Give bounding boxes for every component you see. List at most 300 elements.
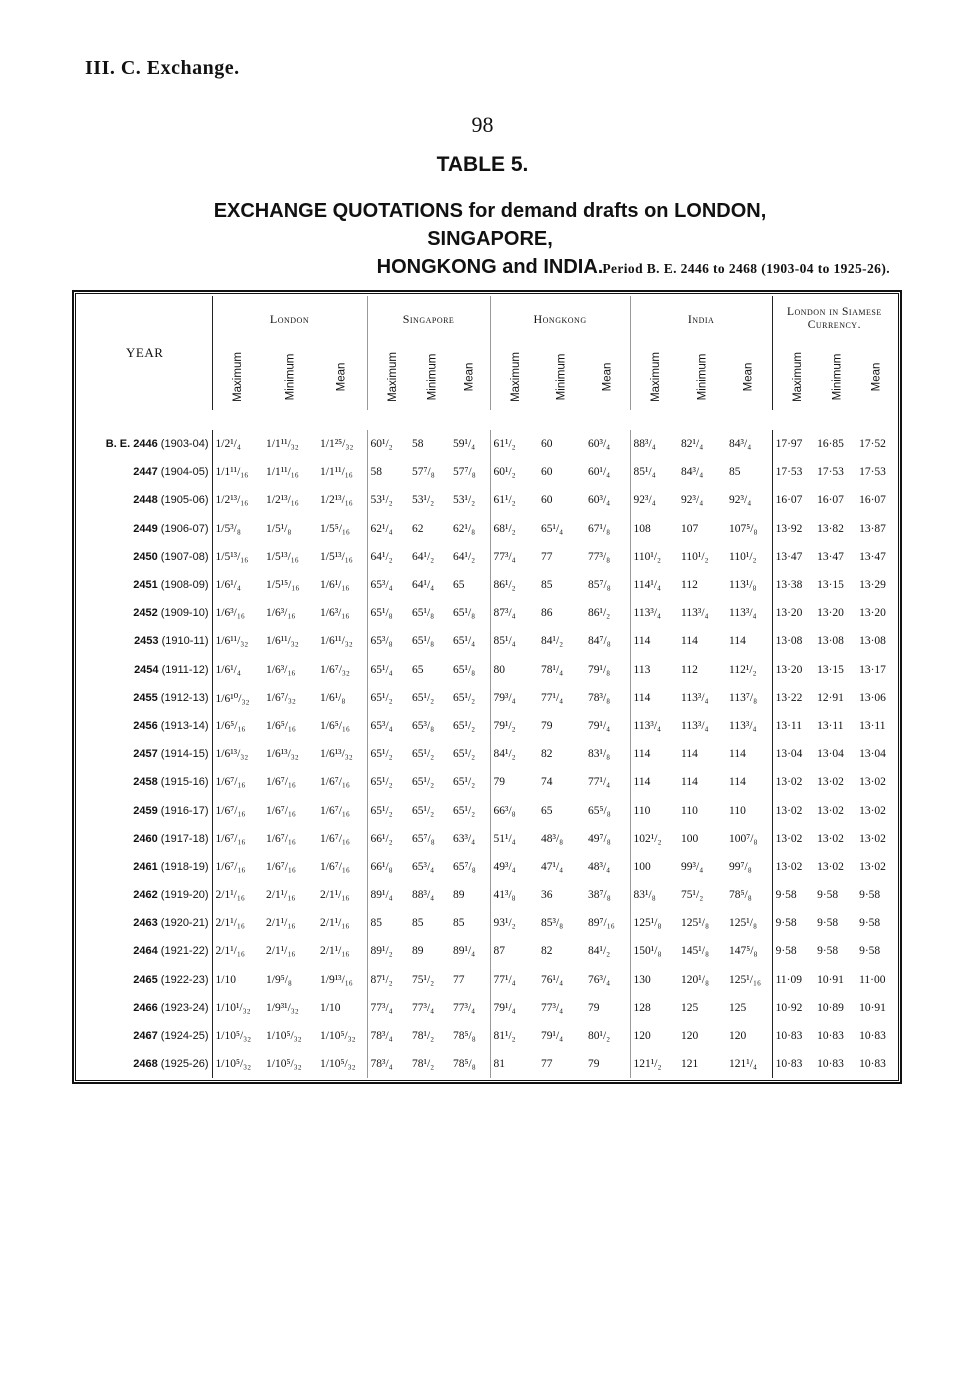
value-cell-london-mean: 1/5⁵/₁₆ [320, 522, 350, 535]
value-cell-hongkong-maximum: 61¹/₂ [490, 430, 538, 458]
value-cell-india-maximum: 114 [630, 627, 678, 655]
value-cell-london-siamese-mean: 17·52 [859, 438, 886, 451]
buddhist-era-year: 2463 [133, 917, 158, 930]
table-row [78, 599, 896, 627]
value-cell-india-mean: 114 [729, 748, 746, 761]
value-cell-london-minimum: 1/5¹³/₁₆ [266, 550, 299, 563]
value-cell-hongkong-minimum: 47¹/₄ [541, 860, 564, 873]
value-cell-singapore-minimum: 65¹/₂ [412, 776, 435, 789]
value-cell-singapore-minimum: 62 [412, 522, 424, 535]
value-cell-singapore-maximum: 65¹/₂ [367, 796, 409, 824]
table-row [78, 825, 896, 853]
value-cell-hongkong-mean: 60¹/₄ [588, 466, 611, 479]
value-cell-india-maximum: 113³/₄ [630, 712, 678, 740]
value-cell-london-siamese-mean: 9·58 [859, 889, 881, 902]
value-cell-hongkong-maximum: 66³/₈ [490, 796, 538, 824]
year-cell [78, 515, 212, 543]
value-cell-singapore-minimum: 78¹/₂ [412, 1058, 435, 1071]
value-cell-hongkong-mean: 77¹/₄ [588, 776, 611, 789]
value-cell-london-minimum: 1/6¹¹/₃₂ [266, 635, 299, 648]
subheader-london-siamese-maximum [772, 342, 814, 410]
value-cell-london-siamese-maximum: 13·04 [772, 740, 814, 768]
value-cell-singapore-maximum: 65³/₈ [367, 627, 409, 655]
gregorian-year-range: (1919-20) [160, 889, 209, 902]
value-cell-london-siamese-maximum: 9·58 [772, 881, 814, 909]
buddhist-era-year: 2454 [134, 663, 159, 676]
value-cell-india-minimum: 113³/₄ [681, 607, 709, 620]
value-cell-india-mean: 125¹/₁₆ [729, 973, 761, 986]
value-cell-london-mean: 2/1¹/₁₆ [320, 889, 350, 902]
value-cell-london-minimum: 1/6³/₁₆ [266, 663, 296, 676]
value-cell-london-maximum: 1/5¹³/₁₆ [212, 543, 263, 571]
value-cell-london-maximum: 2/1¹/₁₆ [212, 937, 263, 965]
buddhist-era-year: 2461 [133, 860, 158, 873]
value-cell-london-mean: 1/6¹³/₃₂ [320, 748, 353, 761]
value-cell-singapore-mean: 77³/₄ [453, 1001, 476, 1014]
buddhist-era-year: 2464 [133, 945, 158, 958]
value-cell-london-siamese-maximum: 13·11 [772, 712, 814, 740]
value-cell-hongkong-mean: 79¹/₄ [588, 719, 611, 732]
table-row [78, 486, 896, 514]
value-cell-singapore-mean: 65¹/₂ [453, 748, 476, 761]
value-cell-london-siamese-mean: 13·02 [859, 776, 886, 789]
value-cell-london-siamese-mean: 13·02 [859, 832, 886, 845]
value-cell-london-maximum: 1/2¹/₄ [212, 430, 263, 458]
value-cell-london-minimum: 1/10⁵/₃₂ [266, 1058, 302, 1071]
value-cell-london-minimum: 1/1¹¹/₁₆ [266, 466, 299, 479]
subheader-london-siamese-minimum [814, 342, 856, 410]
value-cell-singapore-mean: 65¹/₂ [453, 804, 476, 817]
value-cell-hongkong-minimum: 85³/₈ [541, 917, 564, 930]
value-cell-singapore-mean: 78⁵/₈ [453, 1058, 476, 1071]
buddhist-era-year: B. E. 2446 [105, 438, 158, 451]
value-cell-hongkong-maximum: 87³/₄ [490, 599, 538, 627]
value-cell-india-minimum: 125¹/₈ [681, 917, 709, 930]
value-cell-india-mean: 125¹/₈ [729, 917, 757, 930]
value-cell-singapore-minimum: 65⁷/₈ [412, 832, 435, 845]
value-cell-hongkong-minimum: 84¹/₂ [541, 635, 564, 648]
table-title: TABLE 5. [436, 153, 529, 176]
value-cell-london-mean: 1/6⁵/₁₆ [320, 719, 350, 732]
value-cell-singapore-maximum: 60¹/₂ [367, 430, 409, 458]
value-cell-hongkong-maximum: 79 [490, 768, 538, 796]
value-cell-singapore-mean: 89¹/₄ [453, 945, 476, 958]
subheader-hongkong-maximum [490, 342, 538, 410]
value-cell-london-mean: 1/1²⁵/₃₂ [320, 438, 354, 451]
year-cell [78, 430, 212, 458]
value-cell-singapore-maximum: 66¹/₂ [367, 825, 409, 853]
value-cell-london-minimum: 1/9⁵/₈ [266, 973, 292, 986]
value-cell-singapore-minimum: 64¹/₄ [412, 579, 435, 592]
value-cell-london-siamese-minimum: 10·83 [817, 1058, 844, 1071]
value-cell-london-siamese-mean: 13·11 [859, 719, 886, 732]
value-cell-singapore-mean: 85 [453, 917, 465, 930]
gregorian-year-range: (1910-11) [161, 635, 209, 648]
value-cell-london-siamese-maximum: 17·97 [772, 430, 814, 458]
gregorian-year-range: (1921-22) [160, 945, 209, 958]
value-cell-singapore-minimum: 65 [412, 663, 424, 676]
subheader-label: Mean [335, 362, 348, 392]
value-cell-london-maximum: 1/6¹³/₃₂ [212, 740, 263, 768]
value-cell-hongkong-mean: 89⁷/₁₆ [588, 917, 615, 930]
value-cell-india-minimum: 92³/₄ [681, 494, 704, 507]
value-cell-hongkong-minimum: 79 [541, 719, 553, 732]
value-cell-london-mean: 1/2¹³/₁₆ [320, 494, 353, 507]
value-cell-london-siamese-minimum: 9·58 [817, 889, 839, 902]
value-cell-london-siamese-maximum: 13·02 [772, 825, 814, 853]
value-cell-hongkong-maximum: 87 [490, 937, 538, 965]
value-cell-india-maximum: 121¹/₂ [630, 1050, 678, 1078]
subheader-label: Mean [870, 362, 883, 392]
value-cell-hongkong-maximum: 77¹/₄ [490, 966, 538, 994]
value-cell-singapore-mean: 77 [453, 973, 465, 986]
value-cell-london-siamese-mean: 13·02 [859, 860, 886, 873]
value-cell-london-mean: 1/6¹¹/₃₂ [320, 635, 353, 648]
gregorian-year-range: (1903-04) [160, 438, 209, 451]
subheader-label: Maximum [791, 352, 804, 402]
value-cell-hongkong-maximum: 79¹/₄ [490, 994, 538, 1022]
value-cell-london-siamese-mean: 9·58 [859, 917, 881, 930]
value-cell-hongkong-mean: 60³/₄ [588, 494, 611, 507]
value-cell-london-siamese-maximum: 13·22 [772, 684, 814, 712]
value-cell-london-maximum: 1/6³/₁₆ [212, 599, 263, 627]
value-cell-london-minimum: 1/6⁵/₁₆ [266, 719, 296, 732]
year-cell [78, 740, 212, 768]
value-cell-hongkong-minimum: 78¹/₄ [541, 663, 564, 676]
value-cell-london-minimum: 1/2¹³/₁₆ [266, 494, 299, 507]
year-cell [78, 937, 212, 965]
value-cell-london-siamese-minimum: 16·07 [817, 494, 844, 507]
value-cell-london-siamese-mean: 9·58 [859, 945, 881, 958]
value-cell-london-siamese-mean: 11·00 [859, 973, 886, 986]
value-cell-singapore-minimum: 75¹/₂ [412, 973, 435, 986]
value-cell-london-maximum: 1/2¹³/₁₆ [212, 486, 263, 514]
value-cell-hongkong-mean: 79 [588, 1001, 600, 1014]
value-cell-london-siamese-minimum: 16·85 [817, 438, 844, 451]
value-cell-singapore-mean: 89 [453, 889, 465, 902]
table-row [78, 994, 896, 1022]
value-cell-india-maximum: 120 [630, 1022, 678, 1050]
value-cell-hongkong-maximum: 79¹/₂ [490, 712, 538, 740]
value-cell-india-minimum: 99³/₄ [681, 860, 704, 873]
value-cell-london-mean: 1/10 [320, 1001, 341, 1014]
table-row [78, 430, 896, 458]
gregorian-year-range: (1914-15) [160, 748, 209, 761]
value-cell-london-minimum: 2/1¹/₁₆ [266, 917, 296, 930]
value-cell-hongkong-maximum: 93¹/₂ [490, 909, 538, 937]
value-cell-singapore-mean: 53¹/₂ [453, 494, 476, 507]
value-cell-london-siamese-maximum: 9·58 [772, 937, 814, 965]
value-cell-london-siamese-minimum: 13·02 [817, 804, 844, 817]
value-cell-london-maximum: 1/6⁷/₁₆ [212, 768, 263, 796]
value-cell-singapore-maximum: 65¹/₈ [367, 599, 409, 627]
subheader-label: Minimum [426, 353, 439, 401]
buddhist-era-year: 2457 [133, 748, 158, 761]
value-cell-singapore-minimum: 64¹/₂ [412, 550, 435, 563]
subheader-label: Minimum [696, 353, 709, 401]
value-cell-hongkong-minimum: 77¹/₄ [541, 691, 564, 704]
value-cell-hongkong-mean: 78³/₈ [588, 691, 611, 704]
year-cell [78, 768, 212, 796]
buddhist-era-year: 2467 [133, 1030, 158, 1043]
value-cell-hongkong-maximum: 80 [490, 656, 538, 684]
value-cell-london-maximum: 1/6⁵/₁₆ [212, 712, 263, 740]
value-cell-london-minimum: 1/6⁷/₁₆ [266, 776, 296, 789]
value-cell-london-siamese-maximum: 13·92 [772, 515, 814, 543]
value-cell-hongkong-mean: 67¹/₈ [588, 522, 611, 535]
value-cell-india-maximum: 114¹/₄ [630, 571, 678, 599]
value-cell-india-maximum: 110 [630, 796, 678, 824]
value-cell-india-maximum: 88³/₄ [630, 430, 678, 458]
value-cell-london-siamese-minimum: 10·89 [817, 1001, 844, 1014]
table-row [78, 515, 896, 543]
buddhist-era-year: 2458 [133, 776, 158, 789]
value-cell-india-minimum: 114 [681, 776, 698, 789]
value-cell-london-minimum: 1/9³¹/₃₂ [266, 1001, 299, 1014]
value-cell-india-mean: 113¹/₈ [729, 579, 757, 592]
buddhist-era-year: 2453 [134, 635, 159, 648]
value-cell-london-minimum: 1/6⁷/₁₆ [266, 832, 296, 845]
value-cell-india-mean: 110 [729, 804, 746, 817]
value-cell-singapore-maximum: 65³/₄ [367, 571, 409, 599]
year-cell [78, 966, 212, 994]
buddhist-era-year: 2449 [133, 522, 158, 535]
value-cell-london-maximum: 1/6¹/₄ [212, 571, 263, 599]
buddhist-era-year: 2465 [133, 973, 158, 986]
value-cell-india-maximum: 150¹/₈ [630, 937, 678, 965]
subheader-label: Maximum [509, 352, 522, 402]
value-cell-india-mean: 107⁵/₈ [729, 522, 758, 535]
year-cell [78, 909, 212, 937]
value-cell-india-maximum: 128 [630, 994, 678, 1022]
value-cell-hongkong-maximum: 84¹/₂ [490, 740, 538, 768]
exchange-table [78, 296, 896, 1078]
value-cell-london-mean: 1/6⁷/₁₆ [320, 804, 350, 817]
gregorian-year-range: (1906-07) [160, 522, 209, 535]
value-cell-singapore-minimum: 65³/₄ [412, 860, 435, 873]
group-header-india: India [630, 296, 772, 342]
value-cell-london-mean: 1/6⁷/₃₂ [320, 663, 350, 676]
year-cell [78, 796, 212, 824]
value-cell-singapore-minimum: 88³/₄ [412, 889, 435, 902]
value-cell-india-maximum: 110¹/₂ [630, 543, 678, 571]
subheader-label: Maximum [649, 352, 662, 402]
value-cell-singapore-mean: 65¹/₄ [453, 635, 476, 648]
subheader-london-mean [317, 342, 367, 410]
value-cell-india-maximum: 108 [630, 515, 678, 543]
table-row [78, 1050, 896, 1078]
value-cell-london-mean: 1/6¹/₈ [320, 691, 346, 704]
value-cell-india-minimum: 110¹/₂ [681, 550, 709, 563]
value-cell-india-maximum: 85¹/₄ [630, 458, 678, 486]
gregorian-year-range: (1907-08) [160, 550, 209, 563]
value-cell-hongkong-mean: 60³/₄ [588, 438, 611, 451]
year-cell [78, 684, 212, 712]
value-cell-india-mean: 112¹/₂ [729, 663, 757, 676]
value-cell-hongkong-minimum: 77³/₄ [541, 1001, 564, 1014]
value-cell-london-mean: 1/6⁷/₁₆ [320, 832, 350, 845]
year-cell [78, 571, 212, 599]
value-cell-london-maximum: 1/6¹⁰/₃₂ [212, 684, 263, 712]
value-cell-hongkong-mean: 76³/₄ [588, 973, 611, 986]
value-cell-india-mean: 113³/₄ [729, 607, 757, 620]
value-cell-singapore-maximum: 62¹/₄ [367, 515, 409, 543]
value-cell-singapore-mean: 63³/₄ [453, 832, 476, 845]
value-cell-singapore-mean: 65¹/₈ [453, 663, 476, 676]
value-cell-hongkong-minimum: 79¹/₄ [541, 1030, 564, 1043]
value-cell-singapore-mean: 59¹/₄ [453, 438, 476, 451]
value-cell-london-siamese-maximum: 10·83 [772, 1050, 814, 1078]
table-row [78, 937, 896, 965]
page-number: 98 [471, 112, 494, 137]
value-cell-london-siamese-maximum: 13·02 [772, 853, 814, 881]
value-cell-singapore-minimum: 77³/₄ [412, 1001, 435, 1014]
section-label: III. C. Exchange. [85, 57, 240, 79]
year-cell [78, 853, 212, 881]
value-cell-singapore-minimum: 58 [412, 438, 424, 451]
value-cell-london-siamese-mean: 13·87 [859, 522, 886, 535]
value-cell-singapore-maximum: 85 [367, 909, 409, 937]
value-cell-hongkong-mean: 84⁷/₈ [588, 635, 611, 648]
value-cell-hongkong-mean: 84¹/₂ [588, 945, 611, 958]
year-cell [78, 627, 212, 655]
value-cell-hongkong-minimum: 82 [541, 945, 553, 958]
value-cell-london-siamese-minimum: 13·82 [817, 522, 844, 535]
value-cell-london-mean: 1/9¹³/₁₆ [320, 973, 353, 986]
value-cell-india-minimum: 75¹/₂ [681, 889, 704, 902]
value-cell-hongkong-minimum: 77 [541, 550, 553, 563]
subheader-india-maximum [630, 342, 678, 410]
value-cell-singapore-maximum: 89¹/₄ [367, 881, 409, 909]
value-cell-hongkong-maximum: 51¹/₄ [490, 825, 538, 853]
value-cell-london-siamese-minimum: 13·02 [817, 860, 844, 873]
value-cell-london-siamese-minimum: 13·08 [817, 635, 844, 648]
gregorian-year-range: (1922-23) [160, 973, 209, 986]
value-cell-london-minimum: 1/6⁷/₃₂ [266, 691, 296, 704]
year-cell [78, 458, 212, 486]
value-cell-london-siamese-minimum: 9·58 [817, 945, 839, 958]
value-cell-singapore-maximum: 89¹/₂ [367, 937, 409, 965]
value-cell-hongkong-mean: 83¹/₈ [588, 748, 611, 761]
value-cell-singapore-maximum: 66¹/₈ [367, 853, 409, 881]
value-cell-london-siamese-maximum: 13·02 [772, 768, 814, 796]
gregorian-year-range: (1917-18) [160, 832, 209, 845]
value-cell-india-maximum: 114 [630, 740, 678, 768]
value-cell-hongkong-maximum: 49³/₄ [490, 853, 538, 881]
table-row [78, 543, 896, 571]
gregorian-year-range: (1924-25) [160, 1030, 209, 1043]
value-cell-hongkong-mean: 79 [588, 1058, 600, 1071]
value-cell-london-siamese-mean: 13·08 [859, 635, 886, 648]
value-cell-london-siamese-minimum: 13·20 [817, 607, 844, 620]
subheader-singapore-mean [450, 342, 490, 410]
value-cell-hongkong-maximum: 81 [490, 1050, 538, 1078]
value-cell-london-mean: 1/1¹¹/₁₆ [320, 466, 353, 479]
value-cell-london-minimum: 1/6⁷/₁₆ [266, 860, 296, 873]
subtitle-line-1: EXCHANGE QUOTATIONS for demand drafts on LONDON, SINGAPORE, [213, 200, 767, 250]
gregorian-year-range: (1905-06) [160, 494, 209, 507]
value-cell-india-mean: 114 [729, 635, 746, 648]
value-cell-singapore-maximum: 65¹/₂ [367, 768, 409, 796]
value-cell-singapore-minimum: 65¹/₂ [412, 804, 435, 817]
value-cell-london-minimum: 1/6³/₁₆ [266, 607, 296, 620]
value-cell-hongkong-minimum: 74 [541, 776, 553, 789]
value-cell-london-siamese-minimum: 10·91 [817, 973, 844, 986]
value-cell-india-minimum: 121 [681, 1058, 699, 1071]
value-cell-london-siamese-minimum: 10·83 [817, 1030, 844, 1043]
value-cell-india-maximum: 114 [630, 684, 678, 712]
value-cell-london-siamese-minimum: 13·47 [817, 550, 844, 563]
value-cell-london-mean: 1/6⁷/₁₆ [320, 860, 350, 873]
value-cell-london-mean: 1/10⁵/₃₂ [320, 1058, 356, 1071]
value-cell-india-minimum: 114 [681, 748, 698, 761]
table-row [78, 1022, 896, 1050]
value-cell-london-mean: 1/6⁷/₁₆ [320, 776, 350, 789]
value-cell-india-maximum: 92³/₄ [630, 486, 678, 514]
value-cell-london-siamese-maximum: 9·58 [772, 909, 814, 937]
value-cell-london-siamese-maximum: 13·02 [772, 796, 814, 824]
table-row [78, 684, 896, 712]
value-cell-singapore-maximum: 87¹/₂ [367, 966, 409, 994]
buddhist-era-year: 2448 [133, 494, 158, 507]
gregorian-year-range: (1913-14) [160, 719, 209, 732]
value-cell-india-mean: 113⁷/₈ [729, 691, 758, 704]
year-cell [78, 543, 212, 571]
value-cell-singapore-mean: 65 [453, 579, 465, 592]
gregorian-year-range: (1920-21) [160, 917, 209, 930]
value-cell-london-minimum: 1/10⁵/₃₂ [266, 1030, 302, 1043]
buddhist-era-year: 2455 [133, 691, 158, 704]
value-cell-india-mean: 147⁵/₈ [729, 945, 758, 958]
gregorian-year-range: (1908-09) [160, 579, 209, 592]
value-cell-india-maximum: 100 [630, 853, 678, 881]
gregorian-year-range: (1923-24) [160, 1001, 209, 1014]
table-row [78, 712, 896, 740]
buddhist-era-year: 2466 [133, 1001, 158, 1014]
value-cell-london-minimum: 1/5¹/₈ [266, 522, 292, 535]
value-cell-london-maximum: 1/10⁵/₃₂ [212, 1022, 263, 1050]
value-cell-hongkong-maximum: 86¹/₂ [490, 571, 538, 599]
year-header: YEAR [126, 345, 164, 360]
value-cell-india-minimum: 114 [681, 635, 698, 648]
value-cell-london-mean: 2/1¹/₁₆ [320, 917, 350, 930]
value-cell-london-maximum: 2/1¹/₁₆ [212, 909, 263, 937]
value-cell-london-maximum: 1/6⁷/₁₆ [212, 853, 263, 881]
value-cell-singapore-maximum: 65³/₄ [367, 712, 409, 740]
value-cell-london-mean: 1/6¹/₁₆ [320, 579, 350, 592]
value-cell-india-minimum: 113³/₄ [681, 719, 709, 732]
exchange-table-frame [72, 290, 902, 1084]
buddhist-era-year: 2451 [133, 579, 158, 592]
value-cell-singapore-maximum: 78³/₄ [367, 1050, 409, 1078]
value-cell-india-maximum: 113³/₄ [630, 599, 678, 627]
value-cell-india-minimum: 82¹/₄ [681, 438, 704, 451]
value-cell-london-siamese-minimum: 13·15 [817, 663, 844, 676]
value-cell-hongkong-mean: 77³/₈ [588, 550, 611, 563]
period-caption: Period B. E. 2446 to 2468 (1903-04 to 1925-26). [602, 261, 890, 276]
subheader-label: Minimum [831, 353, 844, 401]
value-cell-india-minimum: 112 [681, 579, 698, 592]
value-cell-hongkong-mean: 86¹/₂ [588, 607, 611, 620]
subheader-singapore-minimum [409, 342, 450, 410]
value-cell-london-siamese-minimum: 9·58 [817, 917, 839, 930]
value-cell-hongkong-mean: 79¹/₈ [588, 663, 611, 676]
value-cell-hongkong-maximum: 60¹/₂ [490, 458, 538, 486]
value-cell-london-maximum: 1/6¹/₄ [212, 656, 263, 684]
value-cell-india-mean: 110¹/₂ [729, 550, 757, 563]
gregorian-year-range: (1925-26) [160, 1058, 209, 1071]
value-cell-london-minimum: 1/1¹¹/₃₂ [266, 438, 299, 451]
